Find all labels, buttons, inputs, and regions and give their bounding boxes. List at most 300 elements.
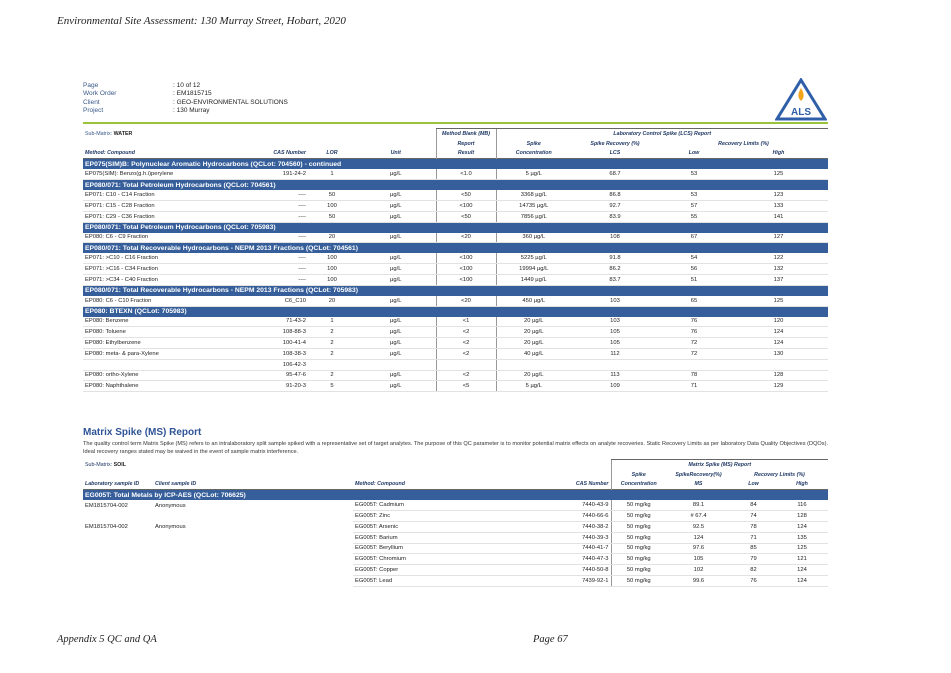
cell-unit: µg/L: [356, 338, 436, 349]
table-row: [83, 200, 828, 211]
cell-cas-number: ----: [253, 211, 308, 222]
cell-lcs: 105: [571, 338, 659, 349]
cell-method-compound: EG005T: Chromium: [353, 554, 553, 565]
cell-high: 124: [776, 565, 828, 576]
cell-lcs: 83.9: [571, 211, 659, 222]
cell-high: 129: [729, 381, 828, 392]
cell-low: 76: [659, 327, 729, 338]
cell-cas-number: 7440-47-3: [553, 554, 611, 565]
cell-method-compound: EP080: Ethylbenzene: [83, 338, 253, 349]
cell-lcs: 68.7: [571, 169, 659, 179]
table-row: [83, 211, 828, 222]
ms-submatrix-cell: [83, 460, 353, 470]
cell-client-sample-id: Anonymous: [155, 502, 186, 509]
section-title: EP075(SIM)B: Polynuclear Aromatic Hydrocarbons (QCLot: 704560) - continued: [83, 159, 828, 170]
cell-high: 124: [729, 327, 828, 338]
cell-low: 71: [731, 532, 776, 543]
cell-lab-sample-id: EM1815704-002: [85, 502, 128, 509]
cell-unit: µg/L: [356, 200, 436, 211]
cell-result: <2: [436, 338, 496, 349]
cell-low: 76: [659, 317, 729, 327]
cell-cas-number: ----: [253, 233, 308, 243]
cell-high: 116: [776, 500, 828, 510]
ms-spike-recovery-subheader: SpikeRecovery(%): [675, 471, 722, 478]
table-row: [83, 554, 828, 565]
cell-result: <1.0: [436, 169, 496, 179]
cell-method-compound: EP071: C10 - C14 Fraction: [83, 190, 253, 200]
cell-lor: 2: [308, 338, 356, 349]
cell-method-compound: EP080: meta- & para-Xylene: [83, 348, 253, 359]
cell-cas-number: ----: [253, 253, 308, 263]
section-row: [83, 285, 828, 296]
table-row: [83, 264, 828, 275]
ms-spike-subheader: Spike: [611, 470, 666, 480]
logo-text: ALS: [791, 107, 811, 118]
cell-concentration: 50 mg/kg: [611, 575, 666, 586]
cell-cas-number: 91-20-3: [253, 381, 308, 392]
method-blank-header: Method Blank (MB): [436, 129, 496, 139]
cell-client-sample-id: [153, 543, 353, 554]
table-row: [83, 317, 828, 327]
section-title: EP080: BTEXN (QCLot: 705983): [83, 306, 828, 317]
cell-cas-number: 100-41-4: [253, 338, 308, 349]
cell-method-compound: EG005T: Barium: [353, 532, 553, 543]
cell-lor: 100: [308, 253, 356, 263]
cell-lab-sample-id: [83, 575, 153, 586]
col-result: Result: [436, 149, 496, 159]
cell-low: 78: [659, 370, 729, 381]
cell-lcs: 109: [571, 381, 659, 392]
cell-lor: 1: [308, 317, 356, 327]
cell-low: 76: [731, 575, 776, 586]
cell-concentration: [496, 359, 571, 370]
cell-result: <100: [436, 253, 496, 263]
cell-low: 74: [731, 511, 776, 522]
cell-cas-number: 7440-50-8: [553, 565, 611, 576]
cell-low: [659, 359, 729, 370]
cell-lor: [308, 359, 356, 370]
cell-lab-sample-id: [83, 543, 153, 554]
cell-concentration: 3368 µg/L: [496, 190, 571, 200]
col-high: High: [772, 150, 785, 157]
cell-result: <100: [436, 200, 496, 211]
cell-low: 82: [731, 565, 776, 576]
cell-method-compound: [83, 359, 253, 370]
cell-lab-sample-id: [83, 565, 153, 576]
cell-method-compound: EP080: C6 - C10 Fraction: [83, 296, 253, 306]
cell-high: 133: [729, 200, 828, 211]
cell-low: 51: [659, 274, 729, 285]
cell-cas-number: 108-88-3: [253, 327, 308, 338]
cell-cas-number: 108-38-3: [253, 348, 308, 359]
cell-low: 57: [659, 200, 729, 211]
table-row: [83, 253, 828, 263]
cell-lab-sample-id: [83, 554, 153, 565]
section-title: EP080/071: Total Petroleum Hydrocarbons (QCLot: 705983): [83, 222, 828, 233]
col-client-sample-id: Client sample ID: [155, 481, 197, 488]
cell-lcs: [571, 359, 659, 370]
col-lab-sample-id: Laboratory sample ID: [85, 481, 140, 488]
table-row: [83, 532, 828, 543]
cell-result: [436, 359, 496, 370]
cell-low: 72: [659, 348, 729, 359]
cell-low: 79: [731, 554, 776, 565]
cell-unit: µg/L: [356, 381, 436, 392]
document-header-title: Environmental Site Assessment: 130 Murray Street, Hobart, 2020: [57, 15, 346, 27]
meta-key: Work Order: [83, 90, 117, 98]
cell-unit: [356, 359, 436, 370]
cell-unit: µg/L: [356, 264, 436, 275]
cell-cas-number: ----: [253, 200, 308, 211]
lcs-report-table: [83, 128, 828, 392]
cell-result: <2: [436, 370, 496, 381]
cell-ms: 99.6: [666, 575, 731, 586]
meta-value: : GEO-ENVIRONMENTAL SOLUTIONS: [173, 98, 288, 106]
meta-value: : EM1815715: [173, 90, 212, 98]
header-divider: [83, 122, 828, 124]
cell-lor: 2: [308, 327, 356, 338]
cell-lcs: 86.8: [571, 190, 659, 200]
cell-concentration: 5225 µg/L: [496, 253, 571, 263]
cell-lor: 100: [308, 264, 356, 275]
submatrix-value: WATER: [113, 130, 133, 137]
table-row: [83, 274, 828, 285]
ms-report-title: Matrix Spike (MS) Report: [83, 427, 202, 438]
ms-report-description: The quality control term Matrix Spike (MS) refers to an intralaboratory split sample spiked with a representative set of target analytes. The purpose of this QC parameter is to monitor potential matrix effects on analyte recoveries. Static Recovery Limits as per laboratory Data Quality Objectives (DQOs). Ideal recovery ranges stated may be waived in the event of sample matrix interference.: [83, 441, 828, 455]
cell-concentration: 450 µg/L: [496, 296, 571, 306]
cell-high: 127: [729, 233, 828, 243]
cell-cas-number: 95-47-6: [253, 370, 308, 381]
cell-cas-number: ----: [253, 264, 308, 275]
section-title: EP080/071: Total Recoverable Hydrocarbons - NEPM 2013 Fractions (QCLot: 704561): [83, 243, 828, 254]
col-lor: LOR: [326, 150, 338, 157]
cell-high: 125: [729, 169, 828, 179]
cell-lor: 100: [308, 274, 356, 285]
cell-client-sample-id: [153, 554, 353, 565]
cell-low: 78: [731, 521, 776, 532]
cell-result: <100: [436, 264, 496, 275]
cell-low: 65: [659, 296, 729, 306]
cell-result: <2: [436, 327, 496, 338]
cell-concentration: 20 µg/L: [496, 327, 571, 338]
cell-lcs: 103: [571, 296, 659, 306]
cell-concentration: 50 mg/kg: [611, 554, 666, 565]
cell-lor: 50: [308, 190, 356, 200]
table-row: [83, 500, 828, 510]
cell-concentration: 20 µg/L: [496, 370, 571, 381]
cell-unit: µg/L: [356, 253, 436, 263]
cell-ms: 92.5: [666, 521, 731, 532]
col-method-compound: Method: Compound: [85, 150, 136, 157]
col-low: Low: [688, 150, 700, 157]
cell-concentration: 5 µg/L: [496, 169, 571, 179]
cell-low: 71: [659, 381, 729, 392]
meta-row: [83, 107, 288, 115]
section-title: EP080/071: Total Recoverable Hydrocarbons - NEPM 2013 Fractions (QCLot: 705983): [83, 285, 828, 296]
meta-row: [83, 82, 288, 90]
cell-cas-number: ----: [253, 190, 308, 200]
cell-ms: # 67.4: [666, 511, 731, 522]
table-row: [83, 348, 828, 359]
footer-appendix: Appendix 5 QC and QA: [57, 634, 157, 645]
submatrix-cell: [83, 129, 253, 139]
cell-high: 132: [729, 264, 828, 275]
cell-unit: µg/L: [356, 274, 436, 285]
cell-method-compound: EG005T: Zinc: [353, 511, 553, 522]
cell-method-compound: EP080: C6 - C9 Fraction: [83, 233, 253, 243]
cell-method-compound: EP080: ortho-Xylene: [83, 370, 253, 381]
cell-ms: 97.6: [666, 543, 731, 554]
cell-result: <2: [436, 348, 496, 359]
cell-cas-number: 7440-43-9: [553, 500, 611, 510]
cell-ms: 124: [666, 532, 731, 543]
cell-unit: µg/L: [356, 233, 436, 243]
cell-method-compound: EG005T: Copper: [353, 565, 553, 576]
col-ms: MS: [694, 481, 703, 488]
cell-concentration: 50 mg/kg: [611, 532, 666, 543]
meta-value: : 130 Murray: [173, 107, 210, 115]
cell-low: 53: [659, 190, 729, 200]
table-row: [83, 169, 828, 179]
cell-concentration: 7856 µg/L: [496, 211, 571, 222]
table-row: [83, 233, 828, 243]
col-unit: Unit: [390, 150, 401, 157]
cell-high: 128: [729, 370, 828, 381]
cell-method-compound: EP071: >C10 - C16 Fraction: [83, 253, 253, 263]
cell-result: <1: [436, 317, 496, 327]
recovery-limits-subheader: Recovery Limits (%): [718, 140, 769, 147]
ms-group-header: Matrix Spike (MS) Report: [611, 460, 828, 470]
cell-high: [729, 359, 828, 370]
col-concentration: Concentration: [611, 480, 666, 490]
cell-unit: µg/L: [356, 370, 436, 381]
table-row: [83, 565, 828, 576]
cell-lor: 5: [308, 381, 356, 392]
cell-lab-sample-id: EM1815704-002: [85, 523, 128, 530]
cell-method-compound: EP075(SIM): Benzo(g.h.i)perylene: [83, 169, 253, 179]
cell-concentration: 40 µg/L: [496, 348, 571, 359]
cell-client-sample-id: [153, 575, 353, 586]
cell-cas-number: 7440-66-6: [553, 511, 611, 522]
col-lcs: LCS: [609, 150, 621, 157]
cell-ms: 102: [666, 565, 731, 576]
cell-high: 124: [729, 338, 828, 349]
cell-ms: 105: [666, 554, 731, 565]
meta-key: Project: [83, 107, 104, 115]
meta-key: Client: [83, 98, 100, 106]
cell-concentration: 50 mg/kg: [611, 543, 666, 554]
cell-method-compound: EP071: C29 - C36 Fraction: [83, 211, 253, 222]
ms-submatrix-label: Sub-Matrix:: [85, 461, 113, 468]
cell-lor: 1: [308, 169, 356, 179]
cell-concentration: 50 mg/kg: [611, 565, 666, 576]
cell-lor: 20: [308, 296, 356, 306]
cell-concentration: 20 µg/L: [496, 317, 571, 327]
spike-recovery-subheader: Spike Recovery (%): [590, 140, 640, 147]
cell-lcs: 86.2: [571, 264, 659, 275]
table-row: [83, 370, 828, 381]
cell-cas-number: 7440-39-3: [553, 532, 611, 543]
section-row: [83, 180, 828, 191]
col-low: Low: [748, 481, 759, 488]
cell-unit: µg/L: [356, 211, 436, 222]
cell-method-compound: EP080: Benzene: [83, 317, 253, 327]
cell-client-sample-id: [153, 565, 353, 576]
section-row: [83, 490, 828, 501]
cell-cas-number: 7440-41-7: [553, 543, 611, 554]
cell-high: 124: [776, 521, 828, 532]
cell-lor: 20: [308, 233, 356, 243]
cell-concentration: 360 µg/L: [496, 233, 571, 243]
report-meta: [83, 82, 288, 116]
cell-result: <50: [436, 190, 496, 200]
table-row: [83, 521, 828, 532]
section-row: [83, 159, 828, 170]
section-row: [83, 222, 828, 233]
table-row: [83, 296, 828, 306]
col-high: High: [796, 481, 808, 488]
cell-high: 123: [729, 190, 828, 200]
cell-concentration: 50 mg/kg: [611, 521, 666, 532]
cell-lcs: 112: [571, 348, 659, 359]
cell-lcs: 105: [571, 327, 659, 338]
table-row: [83, 575, 828, 586]
spike-subheader: Spike: [496, 139, 571, 149]
cell-cas-number: 191-24-2: [253, 169, 308, 179]
cell-unit: µg/L: [356, 317, 436, 327]
cell-result: <20: [436, 296, 496, 306]
cell-concentration: 20 µg/L: [496, 338, 571, 349]
cell-client-sample-id: Anonymous: [155, 523, 186, 530]
cell-high: 137: [729, 274, 828, 285]
cell-result: <5: [436, 381, 496, 392]
cell-lor: 100: [308, 200, 356, 211]
section-title: EP080/071: Total Petroleum Hydrocarbons (QCLot: 704561): [83, 180, 828, 191]
cell-unit: µg/L: [356, 296, 436, 306]
cell-lab-sample-id: [83, 511, 153, 522]
cell-method-compound: EP071: >C34 - C40 Fraction: [83, 274, 253, 285]
cell-method-compound: EG005T: Arsenic: [353, 521, 553, 532]
cell-cas-number: 7439-92-1: [553, 575, 611, 586]
cell-cas-number: 7440-38-2: [553, 521, 611, 532]
cell-method-compound: EG005T: Lead: [353, 575, 553, 586]
cell-unit: µg/L: [356, 327, 436, 338]
cell-low: 84: [731, 500, 776, 510]
cell-concentration: 19994 µg/L: [496, 264, 571, 275]
table-row: [83, 381, 828, 392]
cell-method-compound: EP071: C15 - C28 Fraction: [83, 200, 253, 211]
cell-cas-number: 71-43-2: [253, 317, 308, 327]
cell-method-compound: EG005T: Cadmium: [353, 500, 553, 510]
cell-unit: µg/L: [356, 348, 436, 359]
ms-recovery-limits-subheader: Recovery Limits (%): [754, 471, 805, 478]
col-cas-number: CAS Number: [575, 481, 609, 488]
cell-low: 72: [659, 338, 729, 349]
cell-concentration: 50 mg/kg: [611, 511, 666, 522]
section-title: EG005T: Total Metals by ICP-AES (QCLot: 706625): [83, 490, 828, 501]
cell-method-compound: EP080: Toluene: [83, 327, 253, 338]
cell-cas-number: ----: [253, 274, 308, 285]
cell-low: 56: [659, 264, 729, 275]
cell-method-compound: EG005T: Beryllium: [353, 543, 553, 554]
cell-high: 128: [776, 511, 828, 522]
cell-result: <100: [436, 274, 496, 285]
col-method-compound: Method: Compound: [355, 481, 406, 488]
cell-high: 122: [729, 253, 828, 263]
cell-high: 125: [729, 296, 828, 306]
lcs-group-header: Laboratory Control Spike (LCS) Report: [496, 129, 828, 139]
meta-row: [83, 90, 288, 98]
cell-lcs: 108: [571, 233, 659, 243]
table-row: [83, 327, 828, 338]
cell-method-compound: EP071: >C16 - C34 Fraction: [83, 264, 253, 275]
cell-lor: 50: [308, 211, 356, 222]
cell-concentration: 5 µg/L: [496, 381, 571, 392]
cell-unit: µg/L: [356, 169, 436, 179]
table-row: [83, 543, 828, 554]
cell-lor: 2: [308, 370, 356, 381]
cell-concentration: 50 mg/kg: [611, 500, 666, 510]
table-row: [83, 338, 828, 349]
cell-high: 135: [776, 532, 828, 543]
table-row: [83, 190, 828, 200]
cell-high: 120: [729, 317, 828, 327]
cell-result: <50: [436, 211, 496, 222]
cell-result: <20: [436, 233, 496, 243]
col-concentration: Concentration: [496, 149, 571, 159]
mb-report-subheader: Report: [436, 139, 496, 149]
cell-low: 55: [659, 211, 729, 222]
ms-report-table: [83, 459, 828, 587]
section-row: [83, 306, 828, 317]
cell-high: 121: [776, 554, 828, 565]
meta-value: : 10 of 12: [173, 82, 201, 89]
submatrix-label: Sub-Matrix:: [85, 130, 113, 137]
cell-lcs: 92.7: [571, 200, 659, 211]
table-row: [83, 511, 828, 522]
cell-cas-number: C6_C10: [253, 296, 308, 306]
cell-concentration: 1449 µg/L: [496, 274, 571, 285]
cell-concentration: 14735 µg/L: [496, 200, 571, 211]
cell-high: 130: [729, 348, 828, 359]
cell-high: 141: [729, 211, 828, 222]
als-logo: [775, 78, 827, 122]
footer-page-number: Page 67: [533, 634, 568, 645]
section-row: [83, 243, 828, 254]
cell-lcs: 103: [571, 317, 659, 327]
cell-unit: µg/L: [356, 190, 436, 200]
cell-lcs: 91.8: [571, 253, 659, 263]
cell-low: 54: [659, 253, 729, 263]
cell-client-sample-id: [153, 511, 353, 522]
cell-lor: 2: [308, 348, 356, 359]
cell-method-compound: EP080: Naphthalene: [83, 381, 253, 392]
cell-high: 125: [776, 543, 828, 554]
table-row: [83, 359, 828, 370]
cell-high: 124: [776, 575, 828, 586]
cell-low: 53: [659, 169, 729, 179]
cell-low: 85: [731, 543, 776, 554]
cell-ms: 89.1: [666, 500, 731, 510]
col-cas-number: CAS Number: [273, 150, 306, 157]
cell-lab-sample-id: [83, 532, 153, 543]
cell-lcs: 83.7: [571, 274, 659, 285]
meta-key: Page: [83, 82, 99, 89]
meta-row: [83, 99, 288, 107]
cell-client-sample-id: [153, 532, 353, 543]
cell-lcs: 113: [571, 370, 659, 381]
cell-low: 67: [659, 233, 729, 243]
